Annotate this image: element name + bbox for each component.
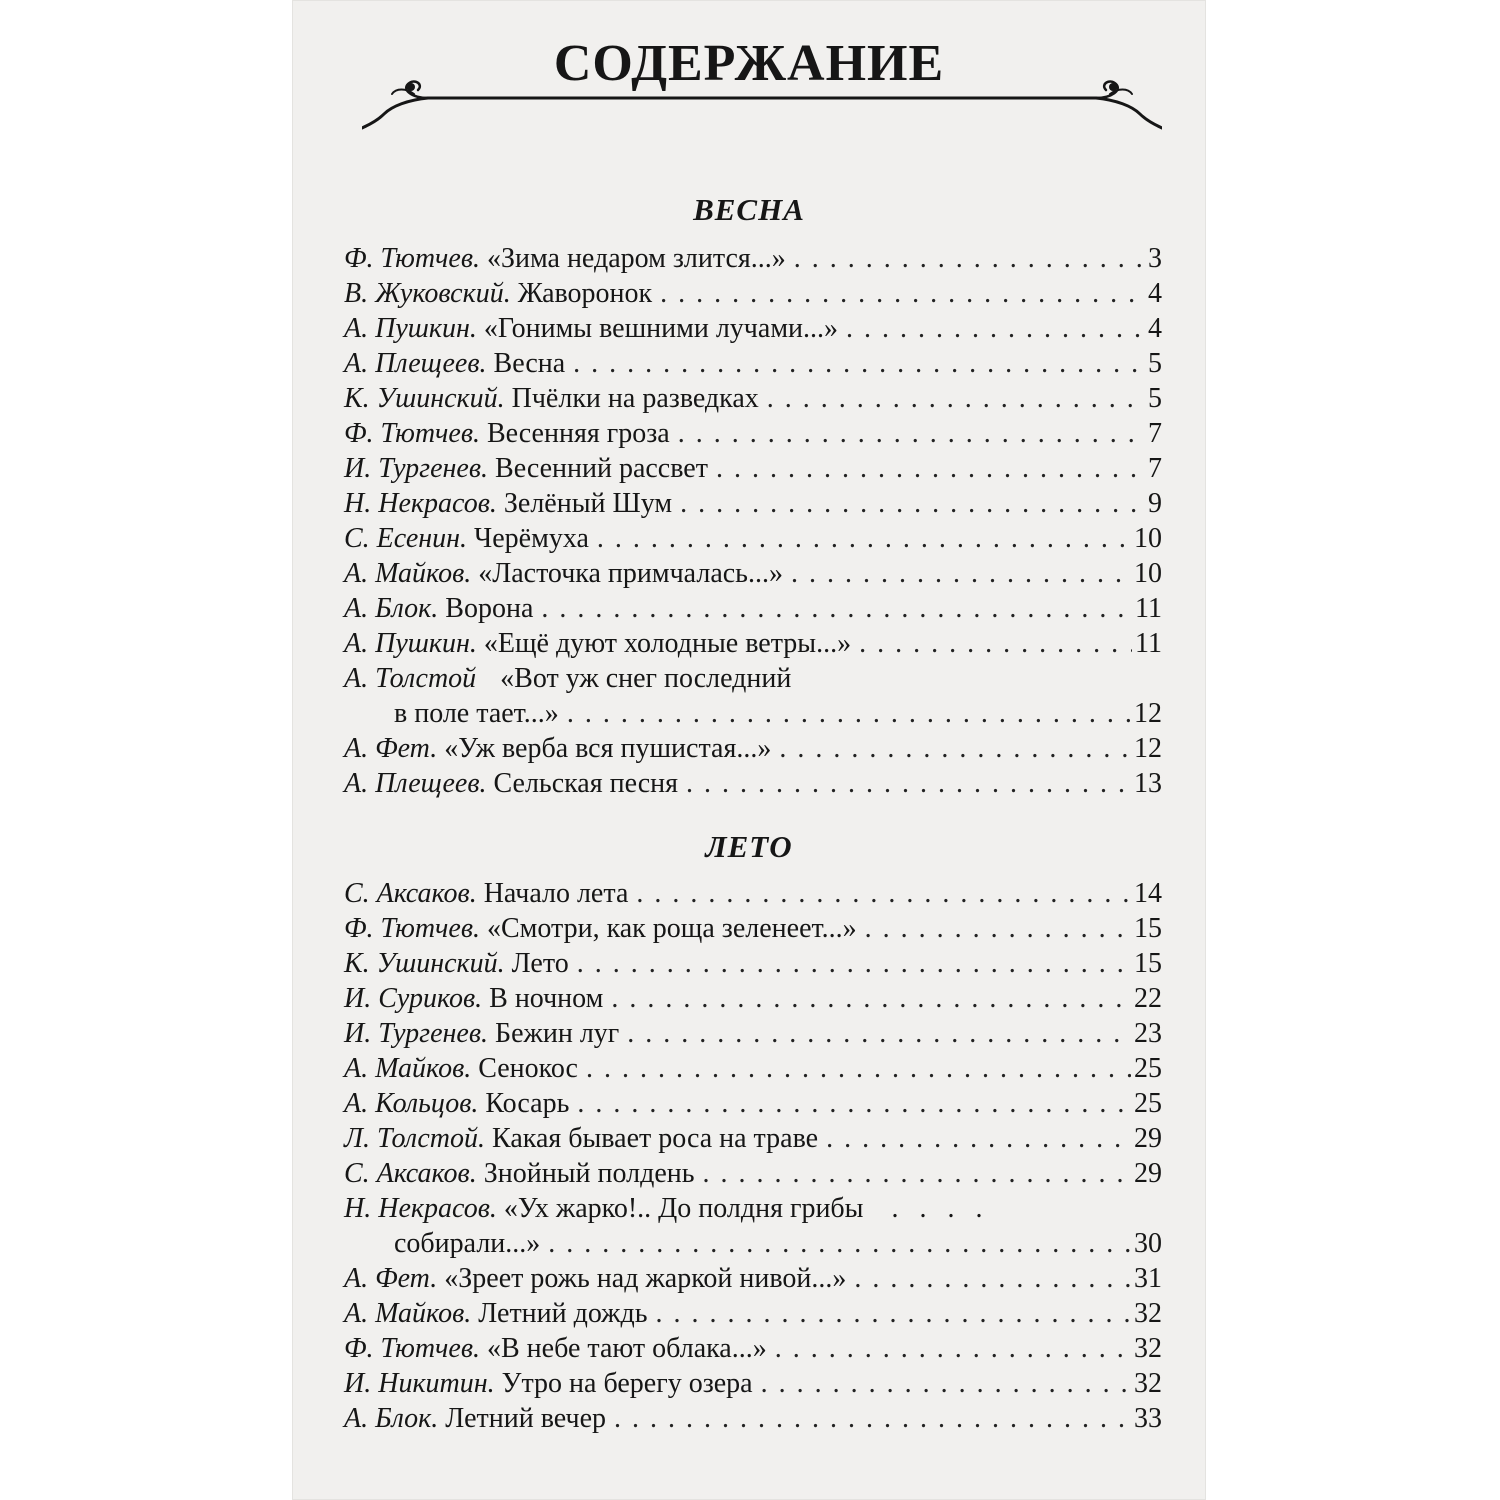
- toc-title: Ворона: [445, 593, 534, 624]
- toc-title: Весна: [493, 348, 566, 379]
- toc-entry[interactable]: [344, 626, 1162, 661]
- dot-leader: [548, 1226, 1131, 1261]
- toc-author: И. Суриков.: [344, 983, 483, 1014]
- toc-entry[interactable]: [344, 876, 1162, 911]
- toc-page-number: 4: [1148, 313, 1162, 344]
- toc-author: Ф. Тютчев.: [344, 913, 480, 944]
- toc-title: Зелёный Шум: [503, 488, 673, 519]
- toc-entry[interactable]: [344, 451, 1162, 486]
- dot-leader: [794, 241, 1145, 276]
- toc-entry[interactable]: [344, 1191, 1162, 1261]
- toc-author: К. Ушинский.: [344, 383, 505, 414]
- dot-leader: [859, 626, 1132, 661]
- dot-leader: [567, 696, 1131, 731]
- toc-title: Летний вечер: [445, 1403, 606, 1434]
- toc-author: В. Жуковский.: [344, 278, 511, 309]
- toc-title: Косарь: [485, 1088, 570, 1119]
- toc-page-number: 7: [1148, 453, 1162, 484]
- toc-author: Ф. Тютчев.: [344, 1333, 480, 1364]
- toc-entry[interactable]: [344, 1296, 1162, 1331]
- toc-entry[interactable]: [344, 486, 1162, 521]
- toc-author: А. Толстой: [344, 663, 477, 694]
- toc-author: С. Аксаков.: [344, 1158, 477, 1189]
- dot-leader: [716, 451, 1145, 486]
- toc-author: А. Пушкин.: [344, 628, 477, 659]
- toc-entry[interactable]: [344, 661, 1162, 731]
- toc-author: А. Плещеев.: [344, 348, 487, 379]
- toc-entry[interactable]: [344, 346, 1162, 381]
- toc-author: А. Блок.: [344, 593, 439, 624]
- dot-leader: [680, 486, 1145, 521]
- dot-leader: [703, 1156, 1132, 1191]
- toc-author: С. Аксаков.: [344, 878, 477, 909]
- dot-leader: [826, 1121, 1131, 1156]
- dot-leader: [541, 591, 1132, 626]
- toc-author: А. Пушкин.: [344, 313, 477, 344]
- toc-author: А. Блок.: [344, 1403, 439, 1434]
- toc-page-number: 33: [1134, 1403, 1162, 1434]
- toc-page-number: 25: [1134, 1053, 1162, 1084]
- toc-entry[interactable]: [344, 416, 1162, 451]
- toc-page-number: 30: [1134, 1228, 1162, 1259]
- toc-page-number: 22: [1134, 983, 1162, 1014]
- page-title: СОДЕРЖАНИЕ: [553, 35, 945, 92]
- toc-author: Ф. Тютчев.: [344, 418, 480, 449]
- toc-page-number: 15: [1134, 948, 1162, 979]
- toc-title: Какая бывает роса на траве: [492, 1123, 819, 1154]
- toc-entry[interactable]: [344, 1366, 1162, 1401]
- toc-title: «Зреет рожь над жаркой нивой...»: [444, 1263, 847, 1294]
- toc-title: «Уж верба вся пушистая...»: [444, 733, 772, 764]
- toc-author: И. Тургенев.: [344, 453, 489, 484]
- toc-author: А. Майков.: [344, 1298, 472, 1329]
- toc-title: «Ласточка примчалась...»: [478, 558, 783, 589]
- toc-title: Сенокос: [478, 1053, 578, 1084]
- dot-leader: [573, 346, 1145, 381]
- dot-leader: [678, 416, 1145, 451]
- toc-page-number: 10: [1134, 523, 1162, 554]
- dot-leader: [865, 911, 1131, 946]
- toc-entry[interactable]: [344, 311, 1162, 346]
- toc-page-number: 4: [1148, 278, 1162, 309]
- toc-title-continuation: в поле тает...»: [394, 698, 559, 729]
- dot-leader: [761, 1366, 1131, 1401]
- toc-entry[interactable]: [344, 1121, 1162, 1156]
- toc-page-number: 3: [1148, 243, 1162, 274]
- toc-title: Бежин луг: [495, 1018, 620, 1049]
- toc-author: А. Майков.: [344, 558, 472, 589]
- toc-entry[interactable]: [344, 276, 1162, 311]
- toc-page-number: 10: [1134, 558, 1162, 589]
- dot-leader: [586, 1051, 1131, 1086]
- dot-leader: [854, 1261, 1131, 1296]
- toc-title: «Гонимы вешними лучами...»: [483, 313, 839, 344]
- toc-title: «Ух жарко!.. До полдня грибы: [503, 1193, 864, 1224]
- toc-author: К. Ушинский.: [344, 948, 505, 979]
- toc-title: Сельская песня: [493, 768, 679, 799]
- book-page: [292, 0, 1206, 1500]
- toc-title-continuation: собирали...»: [394, 1228, 541, 1259]
- toc-entry[interactable]: [344, 381, 1162, 416]
- toc-page-number: 12: [1134, 698, 1162, 729]
- toc-title: Жаворонок: [517, 278, 653, 309]
- dot-leader: [779, 731, 1131, 766]
- toc-entry[interactable]: [344, 731, 1162, 766]
- toc-entry[interactable]: [344, 556, 1162, 591]
- toc-entry[interactable]: [344, 1156, 1162, 1191]
- toc-author: И. Тургенев.: [344, 1018, 489, 1049]
- toc-title: «В небе тают облака...»: [486, 1333, 767, 1364]
- dot-leader: [597, 521, 1131, 556]
- toc-entry[interactable]: [344, 1016, 1162, 1051]
- toc-title: Черёмуха: [474, 523, 589, 554]
- toc-title: Утро на берегу озера: [501, 1368, 753, 1399]
- toc-page-number: 32: [1134, 1368, 1162, 1399]
- dot-leader: [846, 311, 1145, 346]
- toc-author: А. Фет.: [344, 1263, 438, 1294]
- toc-entry[interactable]: [344, 766, 1162, 801]
- toc-page-number: 31: [1134, 1263, 1162, 1294]
- dot-leader: [656, 1296, 1131, 1331]
- toc-page-number: 32: [1134, 1333, 1162, 1364]
- toc-entry[interactable]: [344, 1331, 1162, 1366]
- toc-page-number: 32: [1134, 1298, 1162, 1329]
- dot-leader: . . . .: [891, 1193, 990, 1224]
- toc-title: «Ещё дуют холодные ветры...»: [483, 628, 852, 659]
- toc-title: Пчёлки на разведках: [511, 383, 759, 414]
- toc-title: Знойный полдень: [483, 1158, 695, 1189]
- toc-entry[interactable]: [344, 521, 1162, 556]
- toc-entry[interactable]: [344, 1401, 1162, 1436]
- toc-author: И. Никитин.: [344, 1368, 495, 1399]
- toc-author: Н. Некрасов.: [344, 488, 497, 519]
- toc-author: А. Майков.: [344, 1053, 472, 1084]
- toc-page-number: 15: [1134, 913, 1162, 944]
- toc-page-number: 11: [1135, 628, 1162, 659]
- toc-page-number: 25: [1134, 1088, 1162, 1119]
- toc-author: Н. Некрасов.: [344, 1193, 497, 1224]
- toc-page-number: 29: [1134, 1123, 1162, 1154]
- toc-title: Лето: [511, 948, 569, 979]
- toc-entry[interactable]: [344, 911, 1162, 946]
- toc-author: С. Есенин.: [344, 523, 468, 554]
- toc-page-number: 13: [1134, 768, 1162, 799]
- toc-title: «Смотри, как роща зеленеет...»: [486, 913, 857, 944]
- toc-page-number: 23: [1134, 1018, 1162, 1049]
- dot-leader: [577, 1086, 1131, 1121]
- toc-title: Весенняя гроза: [486, 418, 670, 449]
- toc-title: Начало лета: [483, 878, 629, 909]
- toc-author: Ф. Тютчев.: [344, 243, 480, 274]
- toc-title: В ночном: [489, 983, 604, 1014]
- toc-entry[interactable]: [344, 1086, 1162, 1121]
- toc-page-number: 5: [1148, 383, 1162, 414]
- dot-leader: [614, 1401, 1131, 1436]
- toc-author: А. Фет.: [344, 733, 438, 764]
- dot-leader: [611, 981, 1131, 1016]
- toc-title: «Зима недаром злится...»: [486, 243, 786, 274]
- dot-leader: [636, 876, 1131, 911]
- toc-entry[interactable]: [344, 591, 1162, 626]
- toc-title: «Вот уж снег последний: [500, 663, 792, 694]
- dot-leader: [775, 1331, 1131, 1366]
- dot-leader: [627, 1016, 1131, 1051]
- toc-list-spring: [344, 241, 1162, 801]
- toc-entry[interactable]: [344, 1051, 1162, 1086]
- toc-entry[interactable]: [344, 946, 1162, 981]
- toc-page-number: 5: [1148, 348, 1162, 379]
- dot-leader: [577, 946, 1131, 981]
- toc-page-number: 9: [1148, 488, 1162, 519]
- toc-page-number: 29: [1134, 1158, 1162, 1189]
- toc-entry[interactable]: [344, 241, 1162, 276]
- toc-author: Л. Толстой.: [344, 1123, 486, 1154]
- toc-page-number: 14: [1134, 878, 1162, 909]
- toc-title: Весенний рассвет: [495, 453, 708, 484]
- section-heading-summer: ЛЕТО: [705, 829, 793, 864]
- toc-page-number: 7: [1148, 418, 1162, 449]
- dot-leader: [686, 766, 1131, 801]
- toc-author: А. Плещеев.: [344, 768, 487, 799]
- toc-page-number: 12: [1134, 733, 1162, 764]
- toc-title: Летний дождь: [478, 1298, 648, 1329]
- section-heading-spring: ВЕСНА: [693, 192, 805, 227]
- toc-author: А. Кольцов.: [344, 1088, 479, 1119]
- toc-list-summer: [344, 876, 1162, 1436]
- toc-entry[interactable]: [344, 981, 1162, 1016]
- toc-entry[interactable]: [344, 1261, 1162, 1296]
- dot-leader: [791, 556, 1131, 591]
- flourish-divider-icon: [362, 76, 1162, 132]
- dot-leader: [767, 381, 1145, 416]
- dot-leader: [660, 276, 1145, 311]
- toc-page-number: 11: [1135, 593, 1162, 624]
